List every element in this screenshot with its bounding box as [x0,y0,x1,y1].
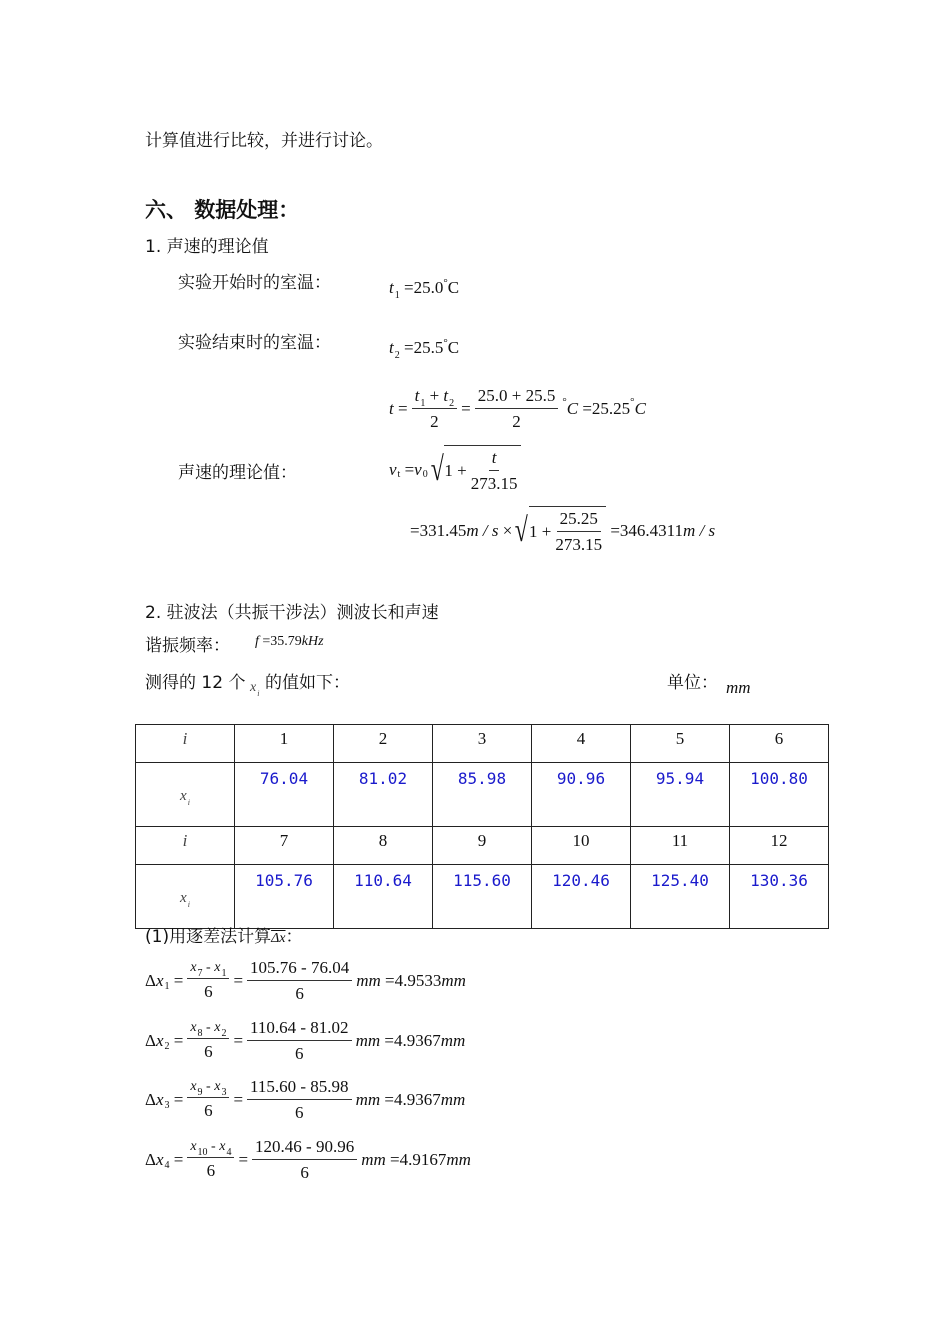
diff-equation-4: Δ x 4 = $\frac{x_{10} - x_4}{6}$ = $\frac{120.46 - 90.96}{6}$ mm =4.9167 mm [145,1137,471,1182]
table-row [136,763,829,827]
freq-formula: f =35.79kHz [255,634,324,649]
intro-text: 计算值进行比较，并进行讨论。 [145,131,383,151]
t1-formula: $t_1 =25.0^\circ C$ [389,277,460,301]
value-cell: 81.02 [334,763,433,827]
diff-equation-3: Δ x 3 = $\frac{x_9 - x_3}{6}$ = $\frac{115.60 - 85.98}{6}$ mm =4.9367 mm [145,1077,466,1122]
index-cell: 3 [433,725,532,763]
index-header: i [136,827,235,865]
t2-formula: $t_2 =25.5^\circ C$ [389,337,460,361]
value-cell: 105.76 [235,865,334,929]
value-cell: 120.46 [532,865,631,929]
t1-value: =25.0 [403,278,444,297]
t2-unit: C [447,338,460,357]
unit-value: mm [726,678,751,697]
section-heading: 六、 数据处理： [145,198,300,222]
index-cell: 11 [631,827,730,865]
index-cell: 4 [532,725,631,763]
t-avg-symbolic-fraction: $\frac{t_1 + t_2}{2}$ [412,386,458,432]
value-cell: 95.94 [631,763,730,827]
unit-label: 单位： [667,673,718,693]
xi-symbol: $x_i$ [250,680,260,698]
value-cell: 85.98 [433,763,532,827]
table-row [136,827,829,865]
value-cell: 125.40 [631,865,730,929]
diff-equation-2: Δ x 2 = $\frac{x_8 - x_2}{6}$ = $\frac{110.64 - 81.02}{6}$ mm =4.9367 mm [145,1018,466,1063]
value-header: $x_i$ [136,865,235,929]
v-calc-formula: =331.45 m / s × √ 1 + $\frac{25.25}{273.15}$ =346.4311 m / s [410,506,715,555]
measured-suffix: 的值如下： [265,673,350,693]
index-cell: 10 [532,827,631,865]
t-avg-result: =25.25 [582,399,631,418]
measured-prefix: 测得的 12 个 [145,673,246,693]
measurement-table [135,724,829,929]
v-result: =346.4311 [610,520,684,540]
index-header: i [136,725,235,763]
diff-equation-1: Δ x 1 = $\frac{x_7 - x_1}{6}$ = $\frac{105.76 - 76.04}{6}$ mm =4.9533 mm [145,958,466,1003]
table-row [136,725,829,763]
value-header: $x_i$ [136,763,235,827]
index-cell: 1 [235,725,334,763]
value-cell: 110.64 [334,865,433,929]
index-cell: 8 [334,827,433,865]
theory-label: 声速的理论值： [178,463,297,483]
index-cell: 9 [433,827,532,865]
index-cell: 5 [631,725,730,763]
index-cell: 7 [235,827,334,865]
v-theory-formula: v t = v 0 √ 1 + $\frac{t}{273.15}$ [389,445,521,494]
index-cell: 2 [334,725,433,763]
part1-title: 1. 声速的理论值 [145,237,269,257]
sqrt-symbol: √ 1 + $\frac{t}{273.15}$ [428,445,522,494]
value-cell: 90.96 [532,763,631,827]
start-temp-label: 实验开始时的室温： [178,273,331,293]
part2-title: 2. 驻波法（共振干涉法）测波长和声速 [145,603,439,623]
method-label: (1)用逐差法计算$\overline{\Delta x}$： [145,927,303,947]
t2-value: =25.5 [403,338,444,357]
value-cell: 100.80 [730,763,829,827]
table-row [136,865,829,929]
index-cell: 12 [730,827,829,865]
index-cell: 6 [730,725,829,763]
t-average-formula: t = $\frac{t_1 + t_2}{2}$ = $\frac{25.0 + 25.5}{2}$ ° C =25.25 ° C [389,386,646,431]
t1-unit: C [447,278,460,297]
t-avg-numeric-fraction: $\frac{25.0 + 25.5}{2}$ [475,386,559,432]
value-cell: 130.36 [730,865,829,929]
freq-label: 谐振频率： [145,636,230,656]
value-cell: 115.60 [433,865,532,929]
end-temp-label: 实验结束时的室温： [178,333,331,353]
value-cell: 76.04 [235,763,334,827]
